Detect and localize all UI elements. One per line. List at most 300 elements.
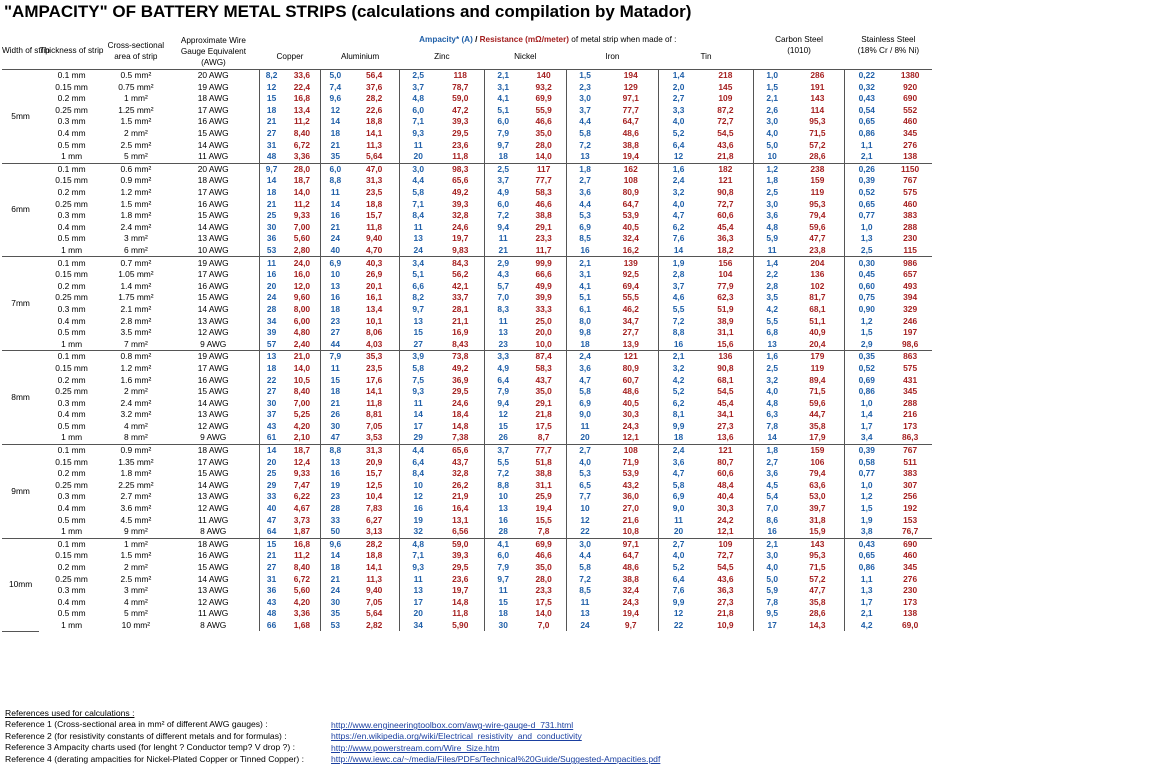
thickness-cell: 0.1 mm — [39, 257, 104, 269]
ampacity-cell: 8,5 — [566, 585, 603, 597]
ampacity-cell: 6,5 — [566, 480, 603, 492]
ampacity-cell: 16 — [659, 338, 698, 350]
resistance-cell: 10,5 — [293, 374, 311, 385]
resistance-cell: 28,2 — [349, 538, 399, 550]
ampacity-cell: 5,2 — [659, 562, 698, 574]
resistance-cell: 3,36 — [293, 608, 311, 619]
metal-header-stainless: Stainless Steel — [861, 34, 916, 44]
ampacity-cell: 1,0 — [753, 69, 790, 81]
ampacity-cell: 21 — [259, 550, 283, 562]
table-row — [2, 187, 932, 199]
ampacity-cell: 4,0 — [659, 198, 698, 210]
ampacity-cell: 1,5 — [566, 69, 603, 81]
ampacity-cell: 4,4 — [566, 550, 603, 562]
ampacity-cell: 13 — [484, 503, 521, 515]
ampacity-cell: 7,1 — [399, 550, 436, 562]
ampacity-cell: 5,1 — [399, 269, 436, 281]
resistance-cell: 25,0 — [535, 315, 552, 326]
resistance-cell: 276 — [903, 573, 918, 584]
resistance-cell: 16,1 — [366, 292, 383, 303]
ampacity-cell: 0,39 — [845, 444, 889, 456]
width-header: Width of strip — [2, 46, 50, 56]
resistance-cell: 58,3 — [535, 362, 552, 373]
ampacity-cell: 4,9 — [484, 187, 521, 199]
awg-cell: 13 AWG — [197, 491, 229, 502]
area-cell: 1.5 mm² — [120, 198, 152, 209]
resistance-cell: 92,5 — [622, 269, 639, 280]
resistance-cell: 45,4 — [717, 221, 734, 232]
ampacity-cell: 1,4 — [659, 69, 698, 81]
ampacity-cell: 17 — [399, 421, 436, 433]
resistance-cell: 3,36 — [293, 151, 311, 162]
ampacity-cell: 14 — [321, 550, 350, 562]
resistance-cell: 40,5 — [622, 221, 639, 232]
ampacity-cell: 14 — [259, 444, 283, 456]
ampacity-cell: 13 — [753, 338, 790, 350]
metal-header-tin: Tin — [700, 52, 712, 62]
resistance-cell: 690 — [903, 93, 918, 104]
ampacity-cell: 21 — [484, 245, 521, 257]
resistance-cell: 56,2 — [452, 269, 469, 280]
ampacity-cell: 24 — [399, 245, 436, 257]
ampacity-cell: 3,0 — [753, 116, 790, 128]
table-row — [2, 245, 932, 257]
resistance-cell: 121 — [603, 351, 658, 363]
area-cell: 2.4 mm² — [120, 221, 152, 232]
ampacity-cell: 5,9 — [753, 585, 790, 597]
ampacity-cell: 16 — [259, 269, 283, 281]
resistance-cell: 156 — [698, 257, 753, 269]
ampacity-cell: 3,6 — [566, 363, 603, 375]
resistance-cell: 14,3 — [809, 619, 826, 630]
table-row — [2, 491, 932, 503]
table-row — [2, 139, 932, 151]
resistance-cell: 7,38 — [452, 432, 469, 443]
ampacity-cell: 6,9 — [566, 222, 603, 234]
ampacity-cell: 7,6 — [659, 233, 698, 245]
thickness-cell: 0.5 mm — [57, 608, 86, 619]
resistance-cell: 8,7 — [537, 432, 550, 443]
ampacity-cell: 1,5 — [753, 81, 790, 93]
ampacity-cell: 13 — [321, 456, 350, 468]
resistance-cell: 40,4 — [717, 491, 734, 502]
ampacity-cell: 6,6 — [399, 280, 436, 292]
ampacity-cell: 9,6 — [321, 93, 350, 105]
resistance-cell: 140 — [522, 69, 567, 81]
resistance-cell: 77,7 — [522, 444, 567, 456]
ampacity-cell: 3,0 — [566, 538, 603, 550]
resistance-cell: 1150 — [888, 163, 932, 175]
ampacity-cell: 8,8 — [484, 480, 521, 492]
ampacity-cell: 25 — [259, 210, 283, 222]
ampacity-cell: 4,2 — [659, 374, 698, 386]
thickness-cell: 0.3 mm — [57, 397, 86, 408]
resistance-cell: 13,6 — [717, 432, 734, 443]
thickness-cell: 0.3 mm — [57, 303, 86, 314]
ampacity-cell: 5,0 — [321, 69, 350, 81]
ampacity-cell: 7,5 — [399, 374, 436, 386]
ampacity-cell: 0,58 — [845, 456, 889, 468]
ampacity-cell: 4,4 — [566, 116, 603, 128]
ampacity-cell: 30 — [259, 397, 283, 409]
resistance-cell: 36,0 — [622, 491, 639, 502]
resistance-cell: 345 — [903, 386, 918, 397]
ampacity-cell: 11 — [399, 222, 436, 234]
awg-cell: 13 AWG — [197, 409, 229, 420]
ampacity-cell: 6,3 — [753, 409, 790, 421]
resistance-cell: 119 — [810, 362, 825, 373]
table-row — [2, 608, 932, 620]
ampacity-cell: 9,7 — [484, 139, 521, 151]
ampacity-cell: 24 — [321, 585, 350, 597]
resistance-cell: 3,13 — [366, 526, 383, 537]
resistance-cell: 13,1 — [452, 514, 469, 525]
resistance-cell: 29,1 — [535, 221, 552, 232]
ampacity-cell: 6,8 — [753, 327, 790, 339]
reference-label-2: Reference 2 (for resistivity constants of different metals and for formulas) : — [5, 730, 287, 741]
ampacity-cell: 23 — [484, 338, 521, 350]
resistance-cell: 16,0 — [293, 269, 311, 280]
ampacity-cell: 21 — [321, 139, 350, 151]
ampacity-cell: 7,0 — [484, 292, 521, 304]
ampacity-cell: 2,1 — [845, 608, 889, 620]
resistance-cell: 153 — [903, 514, 918, 525]
ampacity-cell: 28 — [321, 503, 350, 515]
ampacity-cell: 1,5 — [845, 327, 889, 339]
ampacity-cell: 7,2 — [659, 315, 698, 327]
resistance-cell: 9,40 — [366, 233, 383, 244]
resistance-cell: 79,4 — [809, 210, 826, 221]
ampacity-cell: 7,2 — [566, 139, 603, 151]
ampacity-cell: 13 — [259, 351, 283, 363]
area-cell: 1.25 mm² — [118, 104, 154, 115]
resistance-cell: 690 — [888, 538, 932, 550]
resistance-cell: 194 — [603, 69, 658, 81]
ampacity-cell: 5,0 — [753, 573, 790, 585]
ampacity-cell: 4,7 — [659, 210, 698, 222]
awg-cell: 8 AWG — [200, 619, 227, 630]
ampacity-cell: 0,43 — [845, 93, 889, 105]
ampacity-cell: 9,7 — [484, 573, 521, 585]
table-row — [2, 538, 932, 550]
resistance-cell: 24,6 — [452, 221, 469, 232]
ampacity-cell: 4,2 — [753, 304, 790, 316]
ampacity-cell: 15 — [484, 421, 521, 433]
table-row — [2, 444, 932, 456]
area-cell: 5 mm² — [124, 151, 148, 162]
ampacity-cell: 14 — [321, 198, 350, 210]
resistance-cell: 95,3 — [809, 198, 826, 209]
ampacity-cell: 1,1 — [845, 139, 889, 151]
table-row — [2, 514, 932, 526]
ampacity-cell: 30 — [321, 421, 350, 433]
resistance-cell: 40,5 — [622, 397, 639, 408]
resistance-cell: 19,4 — [622, 151, 639, 162]
awg-cell: 12 AWG — [197, 596, 229, 607]
table-row — [2, 526, 932, 538]
ampacity-cell: 27 — [321, 327, 350, 339]
awg-cell: 18 AWG — [168, 538, 259, 550]
ampacity-cell: 47 — [259, 514, 283, 526]
resistance-cell: 10,0 — [535, 338, 552, 349]
resistance-cell: 38,8 — [535, 468, 552, 479]
ampacity-cell: 22 — [659, 620, 698, 632]
ampacity-cell: 11 — [399, 139, 436, 151]
ampacity-cell: 1,6 — [753, 351, 790, 363]
ampacity-cell: 5,4 — [753, 491, 790, 503]
ampacity-cell: 2,8 — [753, 280, 790, 292]
ampacity-cell: 0,77 — [845, 468, 889, 480]
resistance-cell: 46,6 — [535, 550, 552, 561]
resistance-cell: 14,0 — [293, 362, 311, 373]
resistance-cell: 27,0 — [622, 503, 639, 514]
resistance-cell: 68,1 — [809, 303, 826, 314]
ampacity-cell: 3,3 — [484, 351, 521, 363]
area-cell: 0.5 mm² — [104, 69, 168, 81]
resistance-cell: 23,5 — [366, 187, 383, 198]
resistance-cell: 44,7 — [809, 409, 826, 420]
area-cell: 3.6 mm² — [120, 503, 152, 514]
resistance-cell: 12,5 — [366, 479, 383, 490]
resistance-cell: 69,0 — [901, 619, 919, 630]
reference-link-3[interactable]: http://www.powerstream.com/Wire_Size.htm — [331, 742, 500, 753]
area-cell: 2.7 mm² — [120, 491, 152, 502]
table-row — [2, 280, 932, 292]
area-cell: 8 mm² — [124, 432, 148, 443]
ampacity-cell: 6,9 — [566, 397, 603, 409]
resistance-cell: 32,4 — [622, 233, 639, 244]
ampacity-cell: 1,4 — [753, 257, 790, 269]
resistance-cell: 218 — [698, 69, 753, 81]
ampacity-cell: 2,9 — [484, 257, 521, 269]
area-cell: 1.6 mm² — [120, 374, 152, 385]
metal-header-copper: Copper — [276, 52, 304, 62]
ampacity-cell: 3,7 — [566, 105, 603, 117]
resistance-cell: 79,4 — [809, 468, 826, 479]
table-row — [2, 128, 932, 140]
ampacity-cell: 8,8 — [659, 327, 698, 339]
ampacity-cell: 43 — [259, 597, 283, 609]
resistance-cell: 72,7 — [717, 116, 734, 127]
resistance-cell: 38,8 — [535, 210, 552, 221]
ampacity-cell: 14 — [259, 175, 283, 187]
resistance-cell: 90,8 — [717, 187, 734, 198]
resistance-cell: 4,20 — [293, 420, 311, 431]
awg-cell: 14 AWG — [197, 573, 229, 584]
reference-link-1[interactable]: http://www.engineeringtoolbox.com/awg-wire-gauge-d_731.html — [331, 720, 574, 730]
ampacity-cell: 1,5 — [845, 503, 889, 515]
resistance-cell: 49,2 — [452, 362, 469, 373]
resistance-cell: 51,1 — [809, 315, 826, 326]
ampacity-cell: 11 — [659, 514, 698, 526]
ampacity-cell: 5,1 — [484, 105, 521, 117]
ampacity-cell: 50 — [321, 526, 350, 538]
awg-cell: 13 AWG — [197, 585, 229, 596]
resistance-cell: 23,3 — [535, 233, 552, 244]
thickness-cell: 0.15 mm — [55, 362, 88, 373]
resistance-cell: 46,6 — [535, 198, 552, 209]
ampacity-cell: 4,8 — [753, 222, 790, 234]
resistance-cell: 13,4 — [366, 303, 383, 314]
resistance-cell: 5,60 — [293, 585, 311, 596]
reference-link-4[interactable]: http://www.iewc.ca/~/media/Files/PDFs/Technical%20Guide/Suggested-Ampacities.pdf — [331, 754, 661, 765]
thickness-cell: 0.15 mm — [55, 81, 88, 92]
reference-link-2[interactable]: https://en.wikipedia.org/wiki/Electrical_resistivity_and_conductivity — [331, 731, 582, 742]
resistance-cell: 15,7 — [366, 468, 383, 479]
legend-rest: of metal strip when made of : — [569, 34, 677, 44]
ampacity-cell: 10 — [484, 491, 521, 503]
ampacity-cell: 2,7 — [566, 444, 603, 456]
resistance-cell: 288 — [903, 221, 918, 232]
ampacity-cell: 8,5 — [566, 233, 603, 245]
ampacity-cell: 16 — [566, 245, 603, 257]
ampacity-cell: 9,3 — [399, 128, 436, 140]
ampacity-cell: 6,4 — [399, 456, 436, 468]
table-row — [2, 163, 932, 175]
resistance-cell: 11,8 — [452, 151, 469, 162]
ampacity-cell: 53 — [321, 620, 350, 632]
resistance-cell: 17,6 — [366, 374, 383, 385]
ampacity-cell: 5,3 — [566, 468, 603, 480]
ampacity-cell: 24 — [321, 233, 350, 245]
resistance-cell: 23,5 — [366, 362, 383, 373]
table-row — [2, 597, 932, 609]
ampacity-cell: 14 — [659, 245, 698, 257]
resistance-cell: 28,0 — [535, 139, 552, 150]
ampacity-cell: 5,8 — [399, 187, 436, 199]
ampacity-cell: 6,4 — [484, 374, 521, 386]
area-cell: 1.4 mm² — [120, 280, 152, 291]
resistance-cell: 17,9 — [809, 432, 826, 443]
awg-cell: 17 AWG — [197, 104, 229, 115]
table-row — [2, 81, 932, 93]
resistance-cell: 19,7 — [452, 233, 469, 244]
ampacity-cell: 18 — [321, 562, 350, 574]
ampacity-cell: 11 — [321, 363, 350, 375]
resistance-cell: 920 — [903, 81, 918, 92]
resistance-cell: 246 — [903, 315, 918, 326]
awg-cell: 14 AWG — [197, 139, 229, 150]
table-row — [2, 69, 932, 81]
ampacity-cell: 1,9 — [845, 514, 889, 526]
metal-header-nickel: Nickel — [514, 52, 537, 62]
ampacity-cell: 7,9 — [484, 128, 521, 140]
thickness-cell: 1 mm — [61, 338, 83, 349]
ampacity-cell: 0,69 — [845, 374, 889, 386]
area-cell: 2.4 mm² — [120, 397, 152, 408]
resistance-cell: 18,8 — [366, 550, 383, 561]
resistance-cell: 14,1 — [366, 562, 383, 573]
table-row — [2, 468, 932, 480]
ampacity-cell: 10 — [753, 151, 790, 163]
area-cell: 0.9 mm² — [120, 175, 152, 186]
awg-cell: 17 AWG — [197, 362, 229, 373]
resistance-cell: 24,2 — [717, 514, 734, 525]
ampacity-cell: 20 — [259, 456, 283, 468]
resistance-cell: 6,72 — [293, 139, 311, 150]
ampacity-cell: 0,65 — [845, 550, 889, 562]
resistance-cell: 28,0 — [284, 163, 321, 175]
resistance-cell: 66,6 — [535, 269, 552, 280]
ampacity-cell: 13 — [566, 151, 603, 163]
resistance-cell: 59,6 — [809, 221, 826, 232]
ampacity-cell: 4,1 — [484, 538, 521, 550]
resistance-cell: 14,8 — [452, 420, 469, 431]
resistance-cell: 7,05 — [366, 596, 383, 607]
resistance-cell: 55,9 — [535, 104, 552, 115]
ampacity-cell: 48 — [259, 151, 283, 163]
ampacity-cell: 7,9 — [321, 351, 350, 363]
ampacity-cell: 5,2 — [659, 128, 698, 140]
resistance-cell: 38,8 — [622, 573, 639, 584]
awg-cell: 15 AWG — [197, 128, 229, 139]
table-row — [2, 351, 932, 363]
ampacity-cell: 17 — [753, 620, 790, 632]
ampacity-cell: 9,4 — [484, 222, 521, 234]
resistance-cell: 23,3 — [535, 585, 552, 596]
ampacity-cell: 33 — [321, 514, 350, 526]
resistance-cell: 109 — [698, 538, 753, 550]
ampacity-cell: 8,8 — [321, 444, 350, 456]
ampacity-cell: 15 — [321, 374, 350, 386]
ampacity-cell: 16 — [321, 210, 350, 222]
ampacity-cell: 1,6 — [659, 163, 698, 175]
resistance-cell: 7,00 — [293, 221, 311, 232]
ampacity-cell: 13 — [484, 327, 521, 339]
area-cell: 1.75 mm² — [118, 292, 154, 303]
ampacity-cell: 3,9 — [399, 351, 436, 363]
area-cell: 1.2 mm² — [120, 187, 152, 198]
resistance-cell: 173 — [903, 596, 918, 607]
resistance-cell: 2,82 — [366, 619, 383, 630]
ampacity-cell: 2,8 — [659, 269, 698, 281]
resistance-cell: 108 — [603, 444, 658, 456]
resistance-cell: 256 — [903, 491, 918, 502]
ampacity-cell: 24 — [566, 620, 603, 632]
resistance-cell: 45,4 — [717, 397, 734, 408]
ampacity-cell: 64 — [259, 526, 283, 538]
resistance-cell: 109 — [718, 93, 733, 104]
ampacity-cell: 2,3 — [566, 81, 603, 93]
resistance-cell: 64,7 — [622, 116, 639, 127]
resistance-cell: 8,40 — [293, 386, 311, 397]
resistance-cell: 48,6 — [622, 128, 639, 139]
resistance-cell: 27,3 — [717, 596, 734, 607]
thickness-cell: 0.4 mm — [57, 503, 86, 514]
resistance-cell: 20,1 — [366, 280, 383, 291]
resistance-cell: 25,9 — [535, 491, 552, 502]
resistance-cell: 21,1 — [452, 315, 469, 326]
resistance-cell: 5,64 — [366, 151, 383, 162]
ampacity-cell: 1,2 — [845, 491, 889, 503]
resistance-cell: 33,6 — [284, 69, 321, 81]
ampacity-cell: 28 — [484, 526, 521, 538]
resistance-cell: 57,2 — [809, 139, 826, 150]
awg-cell: 13 AWG — [197, 315, 229, 326]
table-row — [2, 585, 932, 597]
awg-cell: 14 AWG — [197, 221, 229, 232]
resistance-cell: 35,0 — [535, 562, 552, 573]
resistance-cell: 307 — [903, 479, 918, 490]
ampacity-cell: 1,8 — [753, 444, 790, 456]
resistance-cell: 35,3 — [349, 351, 399, 363]
ampacity-cell: 6,0 — [484, 550, 521, 562]
ampacity-cell: 26 — [321, 409, 350, 421]
resistance-cell: 8,06 — [366, 327, 383, 338]
resistance-cell: 14,8 — [452, 596, 469, 607]
resistance-cell: 179 — [791, 351, 845, 363]
resistance-cell: 138 — [903, 608, 918, 619]
